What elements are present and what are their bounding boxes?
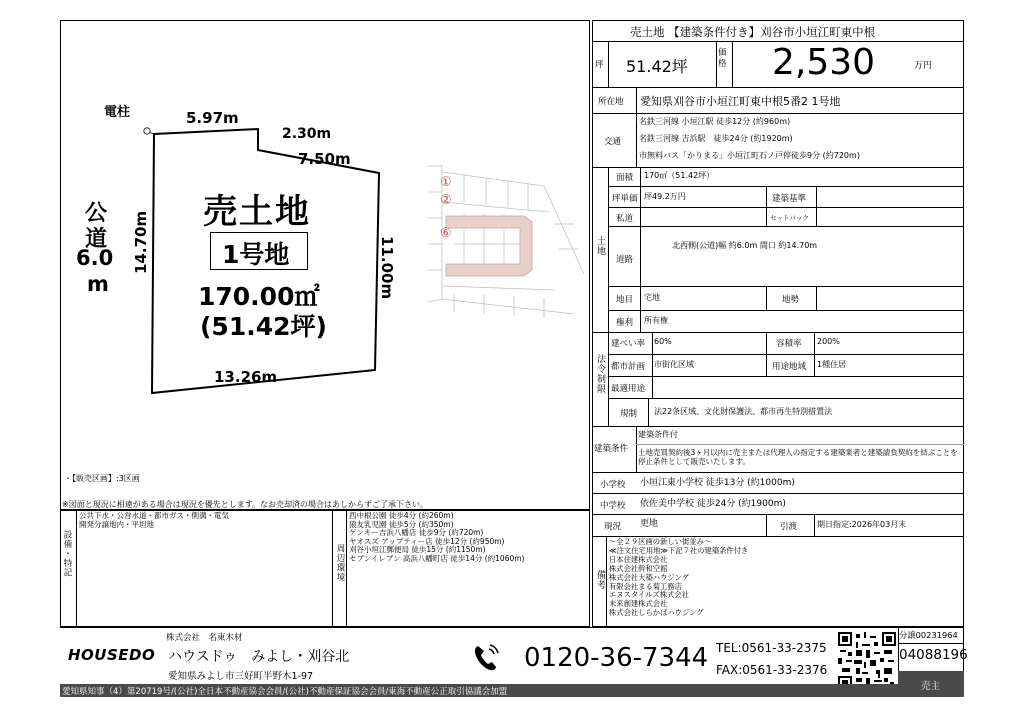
land-label: 土地 <box>595 236 605 256</box>
elementary-value: 小垣江東小学校 徒歩13分 (約1000m) <box>640 478 795 488</box>
plot-title: 売土地 <box>203 192 311 232</box>
traffic-line-2: 名鉄三河線 吉浜駅 徒歩24分 (約1920m) <box>639 134 793 143</box>
price-label: 価格 <box>718 48 727 69</box>
area-value: 170㎡（51.42坪） <box>644 171 715 180</box>
city-plan-value: 市街化区域 <box>654 360 694 369</box>
utility-pole-marker <box>144 128 150 134</box>
code-2: 04088196 <box>899 647 968 663</box>
sale-block-note: ・【販売区画】:3区画 <box>64 474 140 483</box>
condition-text: 土地売買契約後3ヶ月以内に売主または代理人の指定する建築業者と建築請負契約を結ぶことを停止条件として販売いたします。 <box>638 448 958 466</box>
unit-price-label: 坪単価 <box>612 194 638 204</box>
condition-title: 建築条件付 <box>638 430 678 439</box>
elementary-label: 小学校 <box>600 480 626 490</box>
setback-label: セットバック <box>770 214 809 222</box>
category-label: 地目 <box>616 295 634 305</box>
category-value: 宅地 <box>644 293 660 302</box>
junior-value: 依佐美中学校 徒歩24分 (約1900m) <box>640 499 786 509</box>
plot-area-tsubo: (51.42坪) <box>200 312 327 341</box>
map-lot-2: ② <box>440 193 452 208</box>
footer-rule <box>60 627 964 628</box>
city-plan-label: 都市計画 <box>611 362 646 372</box>
surroundings-text: 西中根公園 徒歩4分 (約260m) 猿友乳児園 徒歩5分 (約350m) ゲンキー吉浜八幡店 徒歩9分 (約720m) ヤオスズ アップティー店 徒歩12分 (約950m) 刈谷小垣江郵便局 徒歩15分 (約1150m) セブンイレブン 高浜八幡町店 徒歩14分 (約1060m) <box>349 511 525 563</box>
spec-header: 売土地 【建築条件付き】刈谷市小垣江町東中根 <box>630 25 876 39</box>
dim-bottom: 13.26m <box>214 368 278 386</box>
road-label-top: 公 <box>85 201 108 226</box>
company-address: 愛知県みよし市三好町半野木1-97 <box>168 671 314 682</box>
dim-top-right: 7.50m <box>298 150 351 168</box>
map-road <box>446 216 532 276</box>
tsubo-label: 坪 <box>595 60 604 70</box>
road-value: 北西側(公道)幅 約6.0m 間口 約14.70m <box>672 241 818 250</box>
optimal-label: 最適用途 <box>611 384 646 394</box>
tsubo-value: 51.42坪 <box>626 57 688 76</box>
surroundings-label: 周辺環境 <box>335 544 345 582</box>
pole-label: 電柱 <box>104 105 131 120</box>
location-value: 愛知県刈谷市小垣江町東中根5番2 1号地 <box>640 95 841 108</box>
road-unit: m <box>87 272 109 296</box>
price-unit: 万円 <box>914 61 933 71</box>
bcr-label: 建ぺい率 <box>611 339 646 349</box>
plot-area-m2: 170.00㎡ <box>198 282 320 311</box>
zone-label: 用途地域 <box>772 362 807 372</box>
status-label: 現況 <box>604 522 622 532</box>
delivery-value: 期日指定:2026年03月末 <box>817 520 907 529</box>
housedo-logo: HOUSEDO <box>68 646 156 664</box>
traffic-line-3: 市無料バス「かりまる」小垣江町石ノ戸停徒歩9分 (約720m) <box>639 151 860 160</box>
junior-label: 中学校 <box>600 501 626 511</box>
price-value: 2,530 <box>772 42 876 83</box>
delivery-label: 引渡 <box>780 522 798 532</box>
law-label: 法令制限 <box>595 354 605 394</box>
qr-code[interactable] <box>838 632 896 690</box>
traffic-line-1: 名鉄三河線 小垣江駅 徒歩12分 (約960m) <box>639 117 791 126</box>
disclaimer: ※図面と現況に相違がある場合は現況を優先とします。なお売却済の場合はあしからずご了承下さい。 <box>62 500 429 509</box>
far-label: 容積率 <box>776 339 802 349</box>
bcr-value: 60% <box>654 337 672 346</box>
status-value: 更地 <box>640 519 659 529</box>
road-width: 6.0 <box>76 246 114 270</box>
tel-number[interactable]: TEL:0561-33-2375 <box>716 641 827 655</box>
dim-top: 5.97m <box>186 109 239 127</box>
fax-number: FAX:0561-33-2376 <box>716 663 828 677</box>
facilities-text: 公共下水・公営水道・都市ガス・側溝・電気 開発分譲地内・平坦地 <box>79 511 229 529</box>
regulation-label: 規制 <box>620 409 638 419</box>
code-1: 分譲00231964 <box>899 630 958 640</box>
seller-type: 売主 <box>921 681 941 692</box>
road-label-mid: 道 <box>85 227 108 252</box>
private-road-label: 私道 <box>616 214 634 224</box>
condition-label: 建築条件 <box>594 444 629 454</box>
far-value: 200% <box>817 337 840 346</box>
map-lot-1: ① <box>440 175 452 190</box>
location-label: 所在地 <box>598 97 624 107</box>
branch-name: ハウスドゥ みよし・刈谷北 <box>168 649 350 665</box>
remarks-text: 〜全２９区画の新しい街並み〜 ≪注文住宅用地≫下記７社の建築条件付き 日本住建株式会社 株式会社幹和空館 株式会社大築ハウジング 有限会社まる菊工務店 エヌスタイルズ株式会社 未来創建株式会社 株式会社しらかばハウジング <box>609 537 749 618</box>
dim-left: 14.70m <box>132 210 150 274</box>
dim-notch: 2.30m <box>282 126 332 142</box>
regulation-value: 法22条区域、文化財保護法、都市再生特別措置法 <box>654 407 833 416</box>
map-lot-6: ⑥ <box>440 226 452 241</box>
freedial-number[interactable]: 0120-36-7344 <box>524 643 709 673</box>
license-text: 愛知県知事（4）第20719号/(公社)全日本不動産協会会員/(公社)不動産保証協会会員/東海不動産公正取引協議会加盟 <box>62 687 508 697</box>
facilities-label: 設備・特記 <box>62 530 72 578</box>
phone-icon <box>472 643 500 673</box>
area-label: 面積 <box>616 173 634 183</box>
company-parent: 株式会社 名東木材 <box>166 633 243 643</box>
rights-label: 権利 <box>616 318 634 328</box>
road-label: 道路 <box>616 255 634 265</box>
bldg-std-label: 建築基準 <box>772 194 807 204</box>
rights-value: 所有権 <box>644 316 668 325</box>
lot-number: 1号地 <box>222 240 290 269</box>
unit-price-value: 坪49.2万円 <box>644 192 686 201</box>
dim-right: 11.00m <box>378 236 396 300</box>
traffic-label: 交通 <box>604 137 622 147</box>
zone-value: 1種住居 <box>817 360 847 369</box>
terrain-label: 地勢 <box>782 295 800 305</box>
remarks-label: 備考 <box>595 570 605 590</box>
